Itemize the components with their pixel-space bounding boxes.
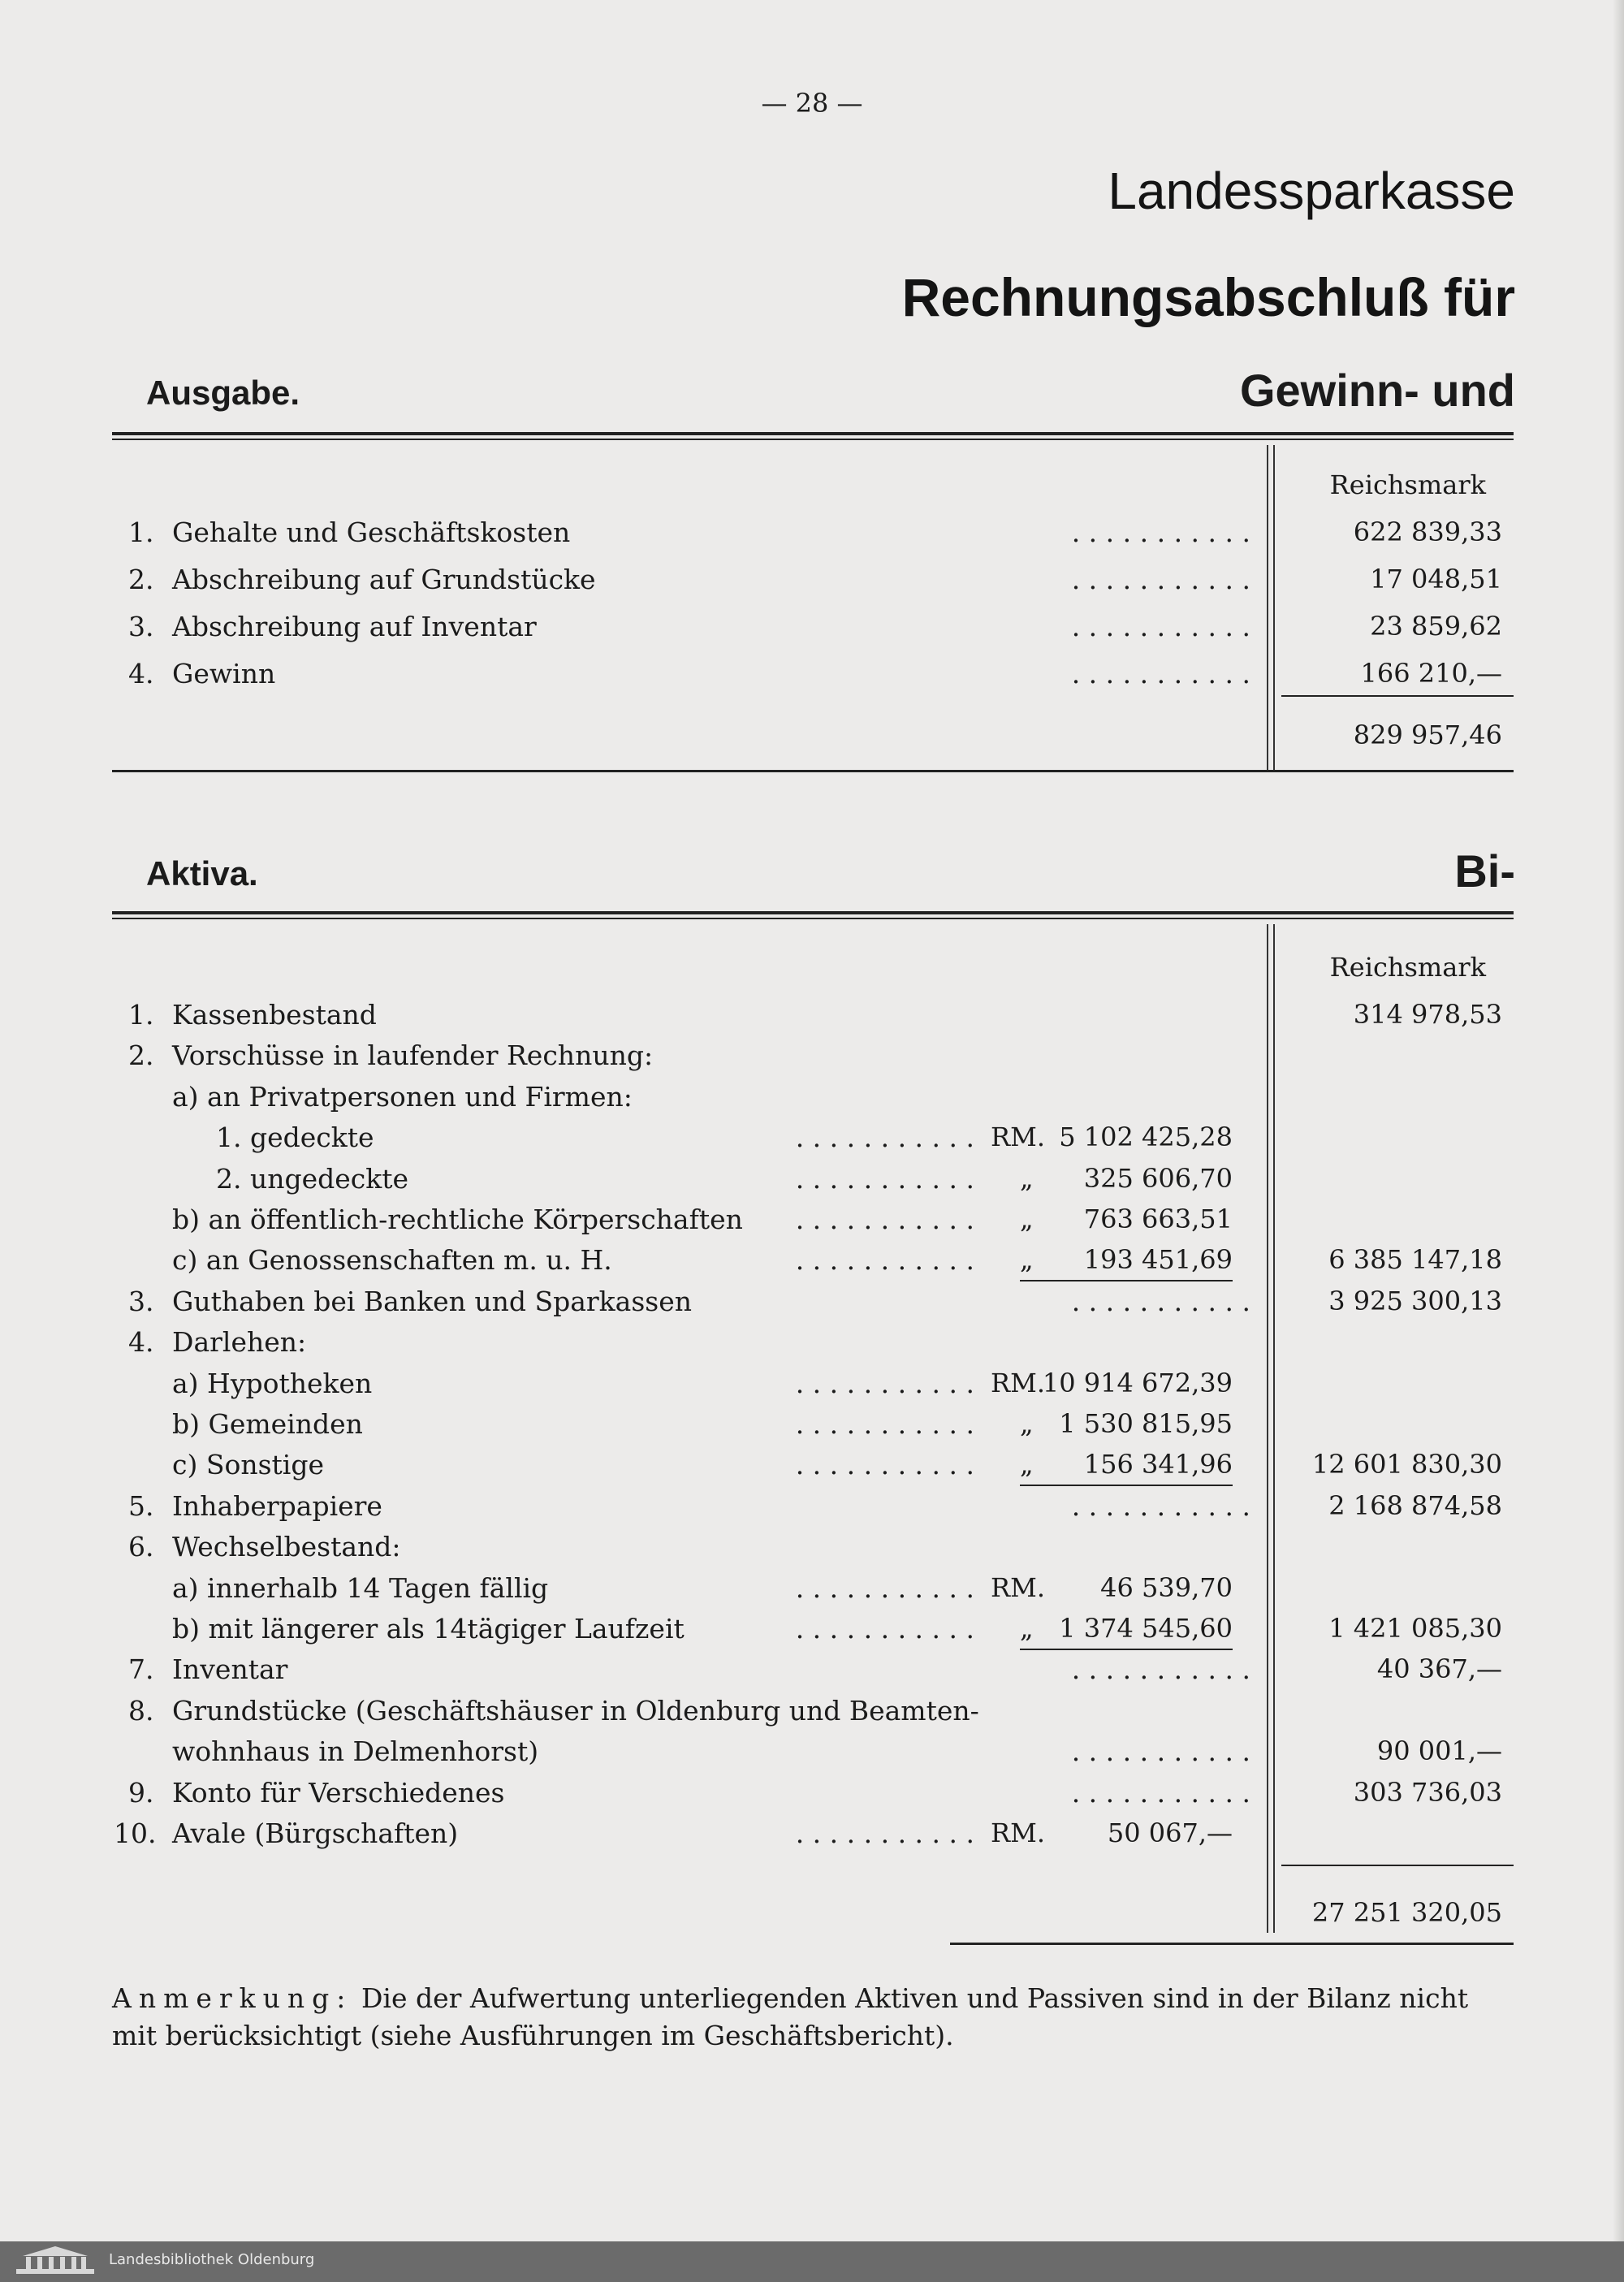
ausgabe-row-value: 17 048,51 [1370, 564, 1502, 594]
aktiva-row-value: 1 421 085,30 [1328, 1613, 1502, 1644]
currency-marker: „ [1020, 1449, 1034, 1480]
aktiva-row-value: 90 001,— [1376, 1735, 1502, 1766]
footnote [112, 1980, 1514, 2055]
leader-dots: . . . . . . . . . . . [795, 1449, 974, 1480]
leader-dots: . . . . . . . . . . . [795, 1368, 974, 1399]
aktiva-row-label: b) Gemeinden [172, 1408, 363, 1440]
aktiva-row-label: a) Hypotheken [172, 1368, 373, 1399]
leader-dots: . . . . . . . . . . . [1071, 564, 1250, 595]
ausgabe-row-label: Gewinn [172, 658, 276, 689]
aktiva-row-subamount: 5 102 425,28 [1059, 1122, 1233, 1152]
aktiva-row-subamount: 50 067,— [1107, 1817, 1233, 1848]
aktiva-row-subamount: 46 539,70 [1100, 1572, 1233, 1603]
ausgabe-row-label: Gehalte und Geschäftskosten [172, 516, 571, 548]
leader-dots: . . . . . . . . . . . [1071, 1777, 1250, 1809]
aktiva-row-label: 1. gedeckte [216, 1122, 374, 1153]
currency-marker: „ [1020, 1163, 1034, 1194]
aktiva-row-label: Vorschüsse in laufender Rechnung: [172, 1039, 654, 1071]
bilanz-heading: Bi- [1454, 845, 1515, 897]
leader-dots: . . . . . . . . . . . [795, 1817, 974, 1849]
subtotal-rule [1020, 1280, 1233, 1281]
ausgabe-row-value: 622 839,33 [1353, 516, 1502, 547]
aktiva-row-number: 5. [128, 1490, 154, 1522]
aktiva-row-number: 10. [114, 1817, 157, 1849]
aktiva-row-value: 40 367,— [1376, 1653, 1502, 1684]
leader-dots: . . . . . . . . . . . [795, 1408, 974, 1440]
leader-dots: . . . . . . . . . . . [795, 1204, 974, 1235]
section-rule-bottom [112, 770, 1514, 772]
currency-marker: „ [1020, 1244, 1034, 1275]
aktiva-row-label: Avale (Bürgschaften) [172, 1817, 459, 1849]
aktiva-row-label: b) mit längerer als 14tägiger Laufzeit [172, 1613, 685, 1645]
library-building-icon [15, 2245, 96, 2276]
footnote-text: Die der Aufwertung unterliegenden Aktiven und Passiven sind in der Bilanz nicht mit berücksichtigt (siehe Ausführungen im Geschäftsbericht). [112, 1982, 1469, 2051]
subtotal-rule [1020, 1485, 1233, 1486]
aktiva-row-value: 2 168 874,58 [1328, 1490, 1502, 1521]
ausgabe-row-number: 4. [128, 658, 154, 689]
aktiva-total: 27 251 320,05 [1311, 1897, 1502, 1928]
currency-marker: RM. [991, 1572, 1046, 1603]
aktiva-row-label: wohnhaus in Delmenhorst) [172, 1735, 539, 1767]
footer-library-name: Landesbibliothek Oldenburg [109, 2251, 315, 2268]
ausgabe-heading: Ausgabe. [146, 374, 300, 412]
aktiva-row-number: 1. [128, 999, 154, 1031]
section-rule-top-thin [112, 439, 1514, 440]
ausgabe-row-value: 23 859,62 [1370, 611, 1502, 642]
aktiva-row-label: Inventar [172, 1653, 288, 1685]
leader-dots: . . . . . . . . . . . [1071, 658, 1250, 689]
aktiva-row-number: 6. [128, 1531, 154, 1562]
aktiva-row-label: a) innerhalb 14 Tagen fällig [172, 1572, 549, 1604]
aktiva-row-number: 9. [128, 1777, 154, 1809]
aktiva-row-subamount: 1 374 545,60 [1059, 1613, 1233, 1644]
aktiva-row-number: 4. [128, 1326, 154, 1358]
ausgabe-row-label: Abschreibung auf Inventar [172, 611, 537, 642]
aktiva-total-rule [1281, 1865, 1514, 1866]
aktiva-row-label: 2. ungedeckte [216, 1163, 409, 1195]
leader-dots: . . . . . . . . . . . [795, 1572, 974, 1604]
aktiva-rule-top [112, 911, 1514, 914]
aktiva-row-number: 7. [128, 1653, 154, 1685]
aktiva-row-value: 6 385 147,18 [1328, 1244, 1502, 1275]
ausgabe-row-number: 2. [128, 564, 154, 595]
aktiva-row-label: Grundstücke (Geschäftshäuser in Oldenburg und Beamten- [172, 1695, 979, 1727]
aktiva-row-label: Guthaben bei Banken und Sparkassen [172, 1286, 692, 1317]
aktiva-row-value: 12 601 830,30 [1311, 1449, 1502, 1480]
aktiva-row-value: 303 736,03 [1353, 1777, 1502, 1808]
aktiva-row-number: 3. [128, 1286, 154, 1317]
aktiva-row-subamount: 10 914 672,39 [1042, 1368, 1233, 1398]
column-divider-2 [1273, 445, 1275, 771]
leader-dots: . . . . . . . . . . . [1071, 1653, 1250, 1685]
aktiva-row-label: Wechselbestand: [172, 1531, 401, 1562]
gewinn-heading: Gewinn- und [1239, 365, 1515, 416]
aktiva-column-divider-2 [1273, 924, 1275, 1933]
aktiva-row-label: Kassenbestand [172, 999, 377, 1031]
aktiva-row-subamount: 325 606,70 [1083, 1163, 1233, 1194]
aktiva-row-subamount: 156 341,96 [1083, 1449, 1233, 1480]
ausgabe-total: 829 957,46 [1353, 720, 1502, 750]
aktiva-row-label: Darlehen: [172, 1326, 307, 1358]
footnote-lead: Anmerkung: [112, 1982, 353, 2014]
aktiva-rule-top-thin [112, 918, 1514, 919]
aktiva-row-label: Konto für Verschiedenes [172, 1777, 505, 1809]
title-institution: Landessparkasse [1108, 162, 1515, 220]
aktiva-row-label: a) an Privatpersonen und Firmen: [172, 1081, 633, 1113]
aktiva-row-label: b) an öffentlich-rechtliche Körperschaften [172, 1204, 743, 1235]
aktiva-row-subamount: 763 663,51 [1083, 1204, 1233, 1234]
aktiva-row-number: 2. [128, 1039, 154, 1071]
currency-marker: „ [1020, 1613, 1034, 1644]
leader-dots: . . . . . . . . . . . [1071, 1286, 1250, 1317]
page-edge-shadow [1613, 0, 1624, 2282]
aktiva-currency-header: Reichsmark [1329, 952, 1486, 983]
aktiva-row-label: Inhaberpapiere [172, 1490, 382, 1522]
page-number: — 28 — [761, 88, 863, 119]
leader-dots: . . . . . . . . . . . [1071, 611, 1250, 642]
aktiva-final-rule [950, 1943, 1514, 1945]
column-divider [1267, 445, 1268, 771]
title-statement: Rechnungsabschluß für [901, 267, 1515, 327]
aktiva-row-label: c) Sonstige [172, 1449, 324, 1480]
ausgabe-row-label: Abschreibung auf Grundstücke [172, 564, 596, 595]
aktiva-row-subamount: 193 451,69 [1083, 1244, 1233, 1275]
leader-dots: . . . . . . . . . . . [795, 1244, 974, 1276]
leader-dots: . . . . . . . . . . . [795, 1122, 974, 1153]
leader-dots: . . . . . . . . . . . [1071, 516, 1250, 548]
currency-marker: „ [1020, 1408, 1034, 1439]
currency-marker: RM. [991, 1817, 1046, 1848]
ausgabe-row-number: 3. [128, 611, 154, 642]
subtotal-rule [1020, 1649, 1233, 1650]
leader-dots: . . . . . . . . . . . [795, 1163, 974, 1195]
currency-header: Reichsmark [1329, 469, 1486, 500]
currency-marker: RM. [991, 1122, 1046, 1152]
aktiva-row-label: c) an Genossenschaften m. u. H. [172, 1244, 612, 1276]
aktiva-row-value: 314 978,53 [1353, 999, 1502, 1030]
currency-marker: RM. [991, 1368, 1046, 1398]
ausgabe-row-number: 1. [128, 516, 154, 548]
section-rule-top [112, 432, 1514, 435]
leader-dots: . . . . . . . . . . . [795, 1613, 974, 1645]
total-rule [1281, 695, 1514, 697]
aktiva-row-value: 3 925 300,13 [1328, 1286, 1502, 1316]
aktiva-row-number: 8. [128, 1695, 154, 1727]
aktiva-heading: Aktiva. [146, 854, 258, 892]
ausgabe-row-value: 166 210,— [1360, 658, 1502, 689]
leader-dots: . . . . . . . . . . . [1071, 1490, 1250, 1522]
currency-marker: „ [1020, 1204, 1034, 1234]
aktiva-column-divider [1267, 924, 1268, 1933]
aktiva-row-subamount: 1 530 815,95 [1059, 1408, 1233, 1439]
leader-dots: . . . . . . . . . . . [1071, 1735, 1250, 1767]
